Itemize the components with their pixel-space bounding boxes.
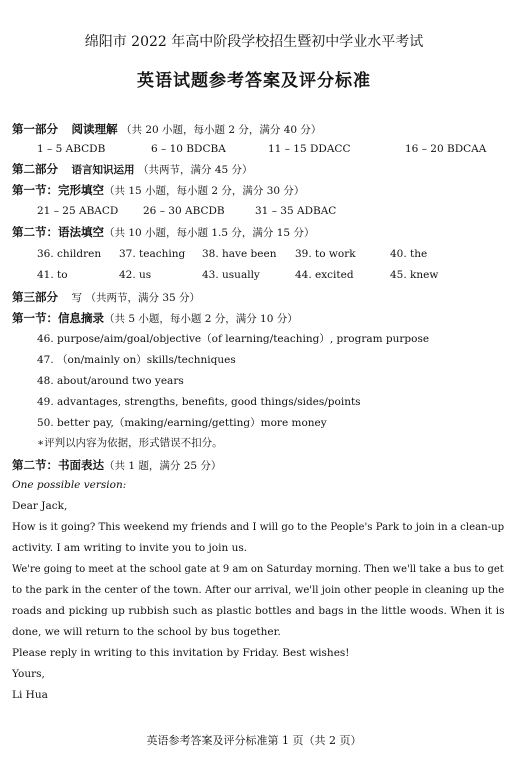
- essay-line: Yours,: [12, 668, 45, 680]
- info-answer: 50. better pay,（making/earning/getting）more money: [37, 417, 327, 429]
- grammar-answer: 42. us: [119, 269, 152, 281]
- document-title: 英语试题参考答案及评分标准: [137, 71, 371, 91]
- essay-line: to the park in the center of the town. After our arrival, we'll join other people in cleaning up the: [12, 584, 505, 596]
- grammar-answer: 45. knew: [390, 269, 439, 281]
- exam-title: 绵阳市 2022 年高中阶段学校招生暨初中学业水平考试: [84, 34, 424, 50]
- version-label: One possible version:: [12, 479, 127, 491]
- part3-sec1-heading: 第一节：: [12, 311, 58, 325]
- part2-note: （共两节，满分 45 分）: [138, 164, 253, 176]
- part1-name: 阅读理解: [71, 122, 118, 136]
- grammar-answer: 40. the: [390, 248, 428, 260]
- essay-line: Please reply in writing to this invitation by Friday. Best wishes!: [12, 647, 350, 659]
- page-footer: 英语参考答案及评分标准第 1 页（共 2 页）: [146, 734, 362, 747]
- part3-name: 写: [71, 292, 82, 304]
- part1-heading: 第一部分: [12, 122, 58, 136]
- part1-note: （共 20 小题，每小题 2 分，满分 40 分）: [121, 124, 322, 136]
- part2-sec1-name: 完形填空: [58, 183, 104, 197]
- part2-heading: 第二部分: [12, 162, 58, 176]
- grammar-answer: 38. have been: [202, 248, 277, 260]
- grammar-answer: 41. to: [37, 269, 68, 281]
- part3-sec1-heading-line: [12, 311, 298, 326]
- grammar-answer: 36. children: [37, 248, 102, 260]
- part2-sec2-heading: 第二节：: [12, 225, 58, 239]
- part3-sec2-note: （共 1 题，满分 25 分）: [104, 460, 222, 472]
- info-answer: 46. purpose/aim/goal/objective（of learning/teaching）, program purpose: [37, 333, 430, 345]
- grammar-answer: 44. excited: [295, 269, 354, 281]
- part3-sec1-note: （共 5 小题，每小题 2 分，满分 10 分）: [104, 313, 298, 325]
- info-answer: 47. （on/mainly on）skills/techniques: [37, 354, 236, 366]
- part1-heading-line: [12, 122, 321, 137]
- part3-sec1-name: 信息摘录: [58, 311, 104, 325]
- essay-line: We're going to meet at the school gate at 9 am on Saturday morning. Then we'll take a bus to get: [12, 563, 504, 575]
- answer-group: 26 – 30 ABCDB: [143, 205, 225, 217]
- part3-heading: 第三部分: [12, 290, 58, 304]
- grammar-answer: 37. teaching: [119, 248, 186, 260]
- part2-sec1-heading-line: [12, 183, 304, 198]
- part2-sec1-heading: 第一节：: [12, 183, 58, 197]
- grammar-answer: 39. to work: [295, 248, 356, 260]
- essay-line: activity. I am writing to invite you to join us.: [12, 542, 248, 554]
- answer-group: 1 – 5 ABCDB: [37, 143, 106, 155]
- part3-sec2-heading: 第二节：: [12, 458, 58, 472]
- answer-group: 16 – 20 BDCAA: [405, 143, 487, 155]
- answer-group: 11 – 15 DDACC: [268, 143, 351, 155]
- grammar-answer: 43. usually: [202, 269, 260, 281]
- essay-line: roads and picking up rubbish such as plastic bottles and bags in the little woods. When it is: [12, 605, 505, 617]
- part2-sec2-name: 语法填空: [58, 225, 104, 239]
- info-answer: 48. about/around two years: [37, 375, 184, 387]
- part2-sec2-note: （共 10 小题，每小题 1.5 分，满分 15 分）: [104, 227, 315, 239]
- essay-line: Dear Jack,: [12, 500, 68, 512]
- answer-group: 21 – 25 ABACD: [37, 205, 119, 217]
- info-answer: 49. advantages, strengths, benefits, good things/sides/points: [37, 396, 361, 408]
- essay-line: done, we will return to the school by bus together.: [12, 626, 281, 638]
- answer-group: 31 – 35 ADBAC: [255, 205, 337, 217]
- part2-name: 语言知识运用: [71, 164, 135, 176]
- essay-line: Li Hua: [12, 689, 48, 701]
- part2-sec1-note: （共 15 小题，每小题 2 分，满分 30 分）: [104, 185, 305, 197]
- answer-group: 6 – 10 BDCBA: [151, 143, 226, 155]
- part3-sec2-name: 书面表达: [58, 458, 104, 472]
- essay-line: How is it going? This weekend my friends and I will go to the People's Park to join in a clean-up: [12, 521, 505, 533]
- scoring-remark: ∗评判以内容为依据，形式错误不扣分。: [37, 437, 223, 449]
- part3-note: （共两节，满分 35 分）: [85, 292, 201, 304]
- part3-heading-line: [12, 290, 200, 305]
- part2-heading-line: [12, 162, 253, 177]
- part2-sec2-heading-line: [12, 225, 314, 240]
- part3-sec2-heading-line: [12, 458, 221, 473]
